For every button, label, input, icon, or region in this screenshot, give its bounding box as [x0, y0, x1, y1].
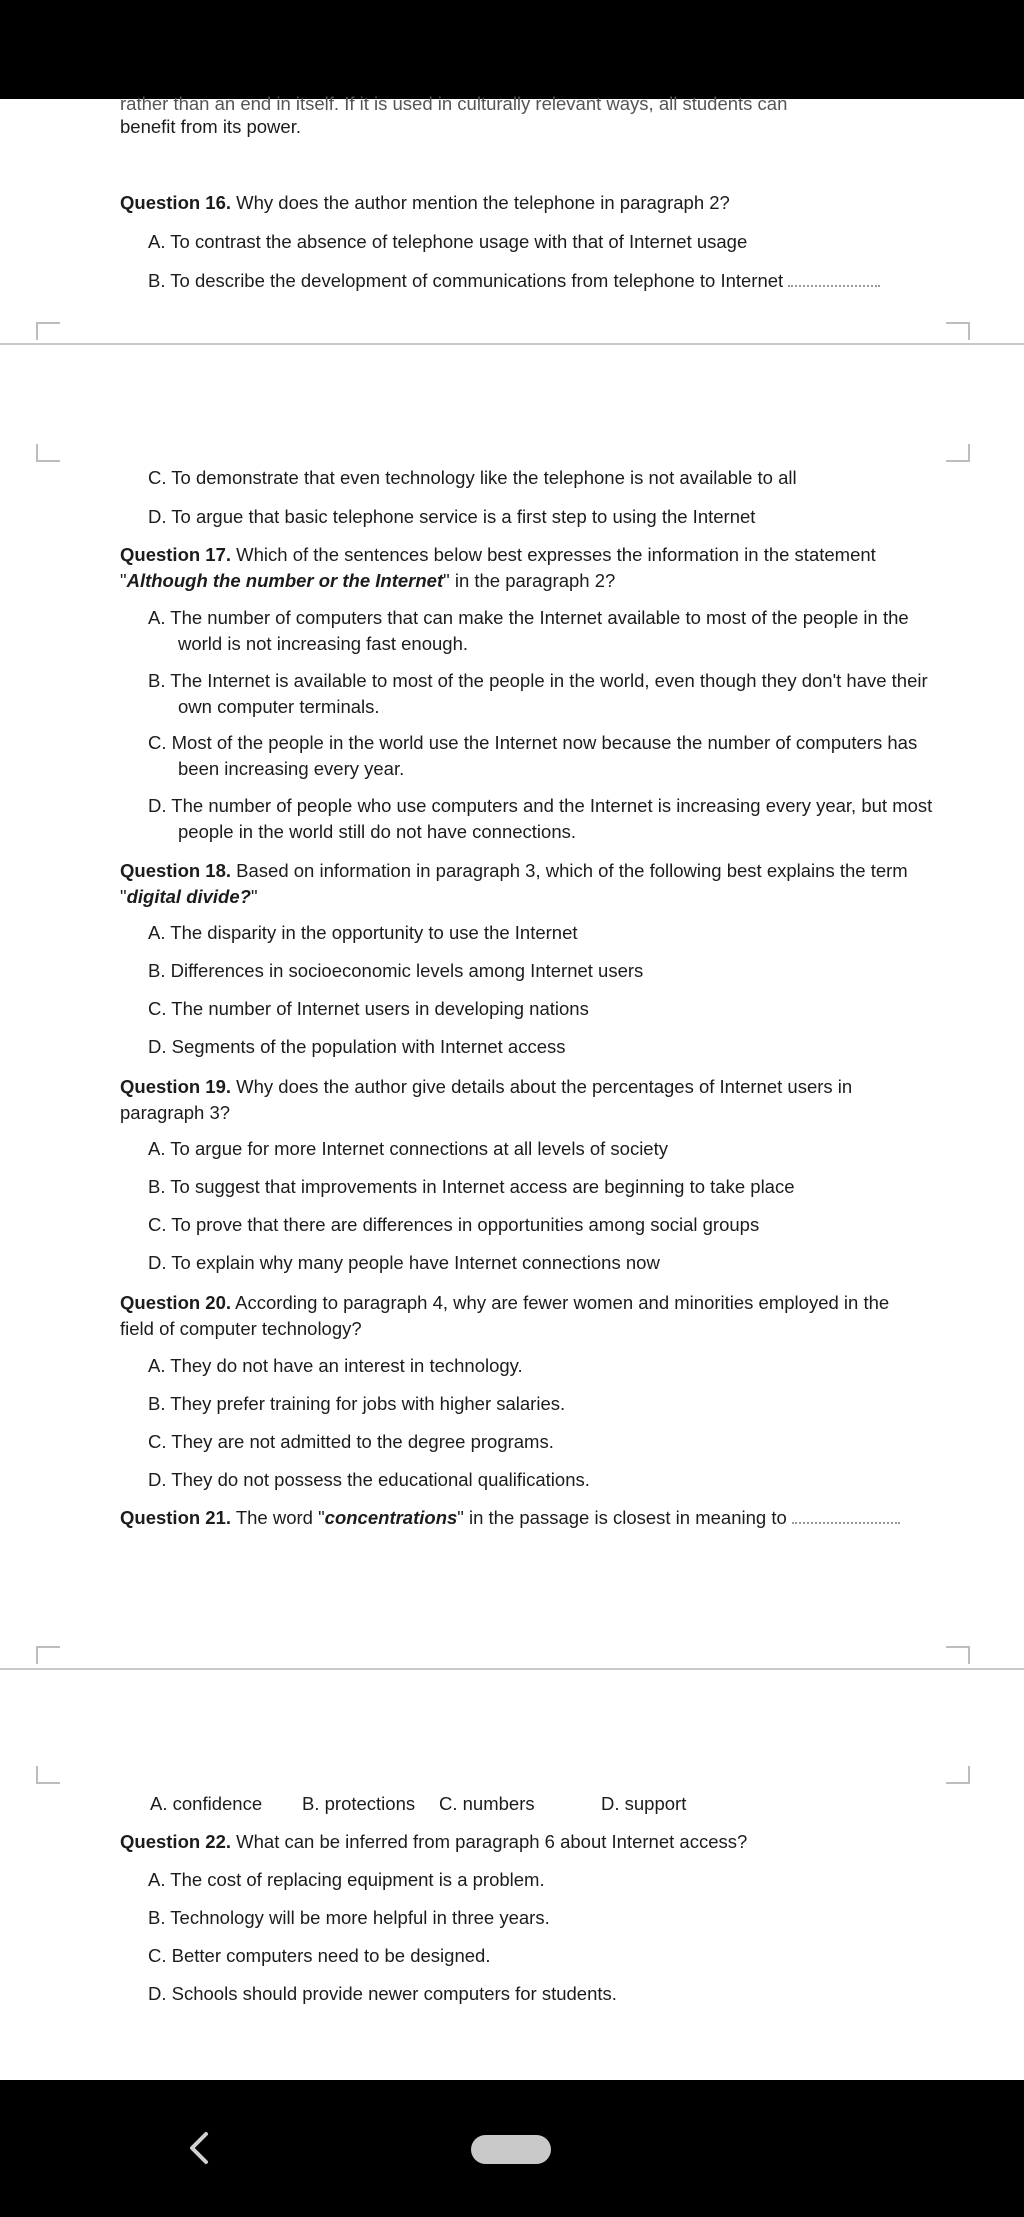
- q22-option-d: D. Schools should provide newer computers for students.: [148, 1983, 617, 2004]
- page-corner-marker: [946, 444, 970, 462]
- answer-blank: [792, 1522, 900, 1524]
- q20-option-a: A. They do not have an interest in technology.: [148, 1355, 523, 1376]
- intro-tail: benefit from its power.: [120, 116, 301, 137]
- question-label: Question 18.: [120, 860, 232, 881]
- page-corner-marker: [36, 1766, 60, 1784]
- q21-option-c: C. numbers: [439, 1793, 535, 1814]
- page-corner-marker: [36, 322, 60, 340]
- question-label: Question 17.: [120, 544, 232, 565]
- q19-option-d: D. To explain why many people have Internet connections now: [148, 1252, 660, 1273]
- page-corner-marker: [946, 1766, 970, 1784]
- q22-option-a: A. The cost of replacing equipment is a problem.: [148, 1869, 545, 1890]
- q21-option-a: A. confidence: [150, 1793, 263, 1814]
- question-22: Question 22. What can be inferred from paragraph 6 about Internet access?: [120, 1831, 748, 1852]
- q20-option-d: D. They do not possess the educational qualifications.: [148, 1469, 590, 1490]
- question-label: Question 19.: [120, 1076, 232, 1097]
- page-corner-marker: [36, 1646, 60, 1664]
- question-18: Question 18. Based on information in paragraph 3, which of the following best explains the term "digital divide?": [120, 860, 908, 907]
- q16-option-d: D. To argue that basic telephone service is a first step to using the Internet: [148, 506, 756, 527]
- q18-option-a: A. The disparity in the opportunity to use the Internet: [148, 922, 578, 943]
- q18-option-b: B. Differences in socioeconomic levels among Internet users: [148, 960, 644, 981]
- q20-option-b: B. They prefer training for jobs with higher salaries.: [148, 1393, 566, 1414]
- question-label: Question 21.: [120, 1507, 232, 1528]
- question-label: Question 22.: [120, 1831, 232, 1852]
- page-corner-marker: [946, 1646, 970, 1664]
- q17-option-a: A. The number of computers that can make the Internet available to most of the people in the world is not increasing fast enough.: [148, 607, 909, 654]
- q21-option-b: B. protections: [302, 1793, 416, 1814]
- question-21: Question 21. The word "concentrations" in the passage is closest in meaning to: [120, 1505, 900, 1531]
- q18-option-d: D. Segments of the population with Internet access: [148, 1036, 566, 1057]
- q16-option-a: A. To contrast the absence of telephone usage with that of Internet usage: [148, 231, 748, 252]
- q17-option-d: D. The number of people who use computers and the Internet is increasing every year, but most people in the world still do not have connections.: [148, 795, 933, 842]
- question-19: Question 19. Why does the author give details about the percentages of Internet users in paragraph 3?: [120, 1076, 853, 1123]
- q21-option-d: D. support: [601, 1793, 687, 1814]
- q16-option-b: B. To describe the development of communications from telephone to Internet: [148, 268, 880, 294]
- question-20: Question 20. According to paragraph 4, why are fewer women and minorities employed in the field of computer technology?: [120, 1292, 890, 1339]
- q20-option-c: C. They are not admitted to the degree programs.: [148, 1431, 554, 1452]
- answer-blank: [788, 285, 880, 287]
- back-icon[interactable]: [182, 2128, 216, 2168]
- page-separator: [0, 1668, 1024, 1670]
- q17-option-b: B. The Internet is available to most of the people in the world, even though they don't have their own computer terminals.: [148, 670, 928, 717]
- q22-option-c: C. Better computers need to be designed.: [148, 1945, 491, 1966]
- q17-option-c: C. Most of the people in the world use the Internet now because the number of computers has been increasing every year.: [148, 732, 918, 779]
- q18-option-c: C. The number of Internet users in developing nations: [148, 998, 589, 1019]
- question-label: Question 16.: [120, 192, 232, 213]
- question-16: Question 16. Why does the author mention the telephone in paragraph 2?: [120, 192, 730, 213]
- q22-option-b: B. Technology will be more helpful in three years.: [148, 1907, 550, 1928]
- q16-option-c: C. To demonstrate that even technology like the telephone is not available to all: [148, 467, 797, 488]
- question-label: Question 20.: [120, 1292, 232, 1313]
- question-17: Question 17. Which of the sentences below best expresses the information in the statement "Although the number or the Internet" in the paragraph 2?: [120, 544, 876, 591]
- cut-off-line: rather than an end in itself. If it is used in culturally relevant ways, all students can: [120, 93, 788, 114]
- q19-option-c: C. To prove that there are differences in opportunities among social groups: [148, 1214, 760, 1235]
- q19-option-a: A. To argue for more Internet connections at all levels of society: [148, 1138, 668, 1159]
- page-separator: [0, 343, 1024, 345]
- q19-option-b: B. To suggest that improvements in Internet access are beginning to take place: [148, 1176, 795, 1197]
- page-corner-marker: [946, 322, 970, 340]
- status-bar: [0, 0, 1024, 99]
- home-pill[interactable]: [471, 2135, 551, 2164]
- page-corner-marker: [36, 444, 60, 462]
